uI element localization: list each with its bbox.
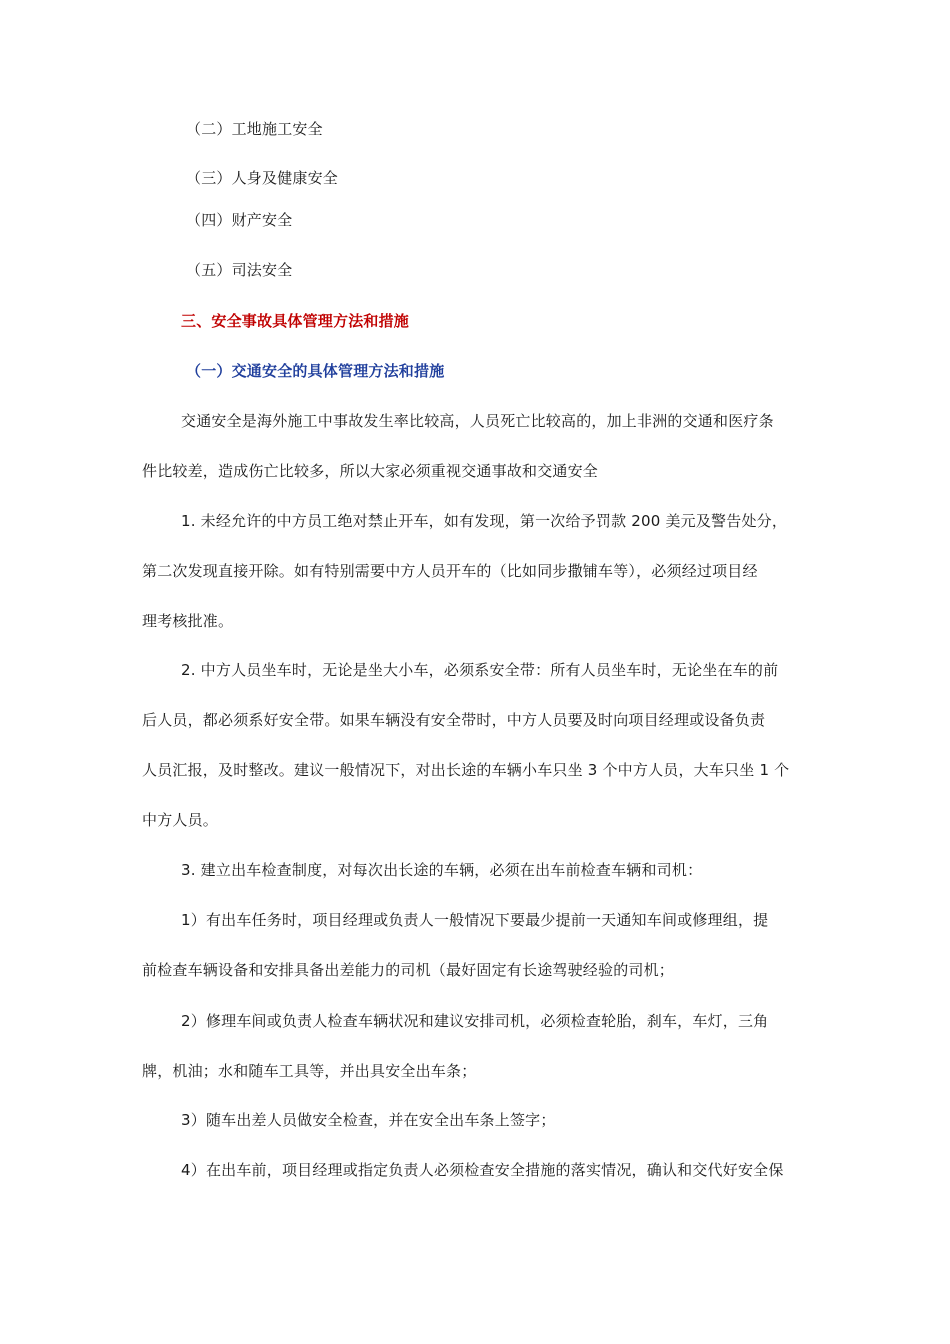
outline-item-2: （二）工地施工安全 — [186, 120, 323, 138]
rule-2-line: 中方人员。 — [142, 811, 219, 829]
outline-item-4: （四）财产安全 — [186, 211, 293, 229]
rule-3-sub-3-line: 3）随车出差人员做安全检查，并在安全出车条上签字； — [181, 1111, 556, 1129]
rule-2-line: 人员汇报，及时整改。建议一般情况下，对出长途的车辆小车只坐 3 个中方人员，大车只坐 1 个 — [142, 761, 790, 779]
rule-3-sub-1-line: 1）有出车任务时，项目经理或负责人一般情况下要最少提前一天通知车间或修理组，提 — [181, 911, 769, 929]
rule-3-line: 3. 建立出车检查制度，对每次出长途的车辆，必须在出车前检查车辆和司机： — [181, 861, 703, 879]
intro-paragraph-line: 件比较差，造成伤亡比较多，所以大家必须重视交通事故和交通安全 — [142, 462, 599, 480]
rule-1-line: 理考核批准。 — [142, 612, 234, 630]
rule-3-sub-1-line: 前检查车辆设备和安排具备出差能力的司机（最好固定有长途驾驶经验的司机； — [142, 961, 675, 979]
rule-2-line: 后人员，都必须系好安全带。如果车辆没有安全带时，中方人员要及时向项目经理或设备负责 — [142, 711, 766, 729]
outline-item-3: （三）人身及健康安全 — [186, 169, 339, 187]
rule-2-line: 2. 中方人员坐车时，无论是坐大小车，必须系安全带：所有人员坐车时，无论坐在车的前 — [181, 661, 779, 679]
section-heading: 三、安全事故具体管理方法和措施 — [181, 312, 410, 330]
rule-3-sub-2-line: 牌，机油；水和随车工具等，并出具安全出车条； — [142, 1062, 477, 1080]
rule-3-sub-4-line: 4）在出车前，项目经理或指定负责人必须检查安全措施的落实情况，确认和交代好安全保 — [181, 1161, 784, 1179]
subsection-heading: （一）交通安全的具体管理方法和措施 — [186, 362, 445, 380]
rule-3-sub-2-line: 2）修理车间或负责人检查车辆状况和建议安排司机，必须检查轮胎，刹车，车灯，三角 — [181, 1012, 769, 1030]
rule-1-line: 第二次发现直接开除。如有特别需要中方人员开车的（比如同步撒铺车等），必须经过项目经 — [142, 562, 758, 580]
rule-1-line: 1. 未经允许的中方员工绝对禁止开车，如有发现，第一次给予罚款 200 美元及警告处分， — [181, 512, 788, 530]
intro-paragraph-line: 交通安全是海外施工中事故发生率比较高，人员死亡比较高的，加上非洲的交通和医疗条 — [181, 412, 774, 430]
outline-item-5: （五）司法安全 — [186, 261, 293, 279]
